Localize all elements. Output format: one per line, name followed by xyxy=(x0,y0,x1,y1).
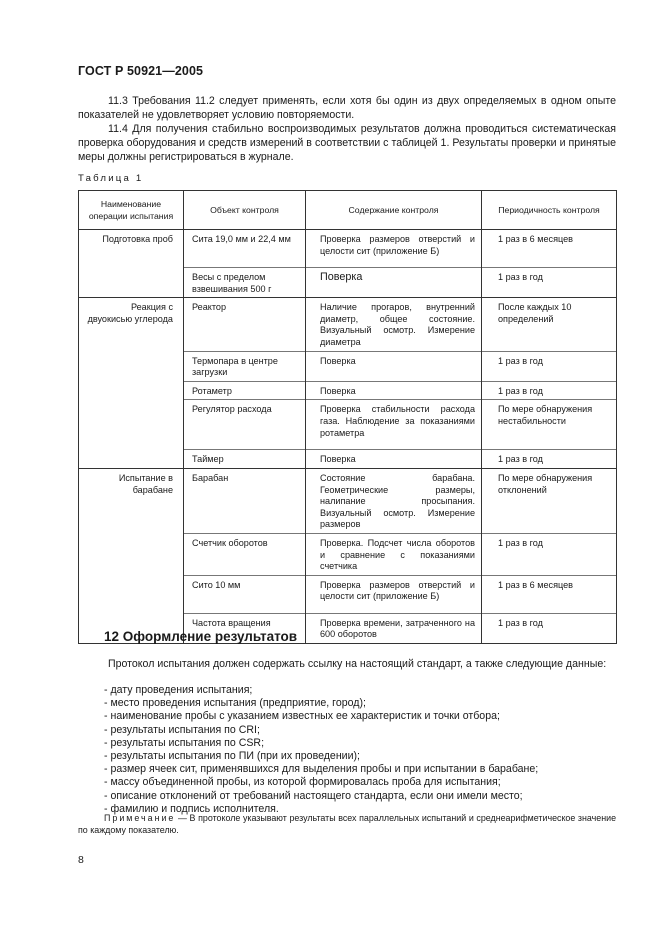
note-label: Примечание xyxy=(104,813,176,823)
cell-operation xyxy=(79,381,184,400)
paragraph-11-4 xyxy=(78,122,616,165)
header-operation: Наименование операции испытания xyxy=(79,191,184,230)
cell-period: 1 раз в год xyxy=(482,533,617,575)
section-intro-text: Протокол испытания должен содержать ссылку на настоящий стандарт, а также следующие данные: xyxy=(108,658,607,670)
cell-object: Термопара в центре загрузки xyxy=(184,351,306,381)
list-item: - наименование пробы с указанием известных ее характеристик и точки отбора; xyxy=(104,710,500,723)
table-row xyxy=(79,268,617,298)
cell-object: Таймер xyxy=(184,450,306,469)
cell-period: По мере обнаружения отклонений xyxy=(482,468,617,533)
cell-period: По мере обнаружения нестабильности xyxy=(482,400,617,450)
section-heading: 12 Оформление результатов xyxy=(104,629,298,644)
cell-operation xyxy=(79,351,184,381)
list-item: - размер ячеек сит, применявшихся для выделения пробы и при испытании в барабане; xyxy=(104,763,539,776)
table-row xyxy=(79,533,617,575)
table-row xyxy=(79,450,617,469)
list-item: - результаты испытания по CSR; xyxy=(104,736,265,749)
cell-operation xyxy=(79,450,184,469)
table-row xyxy=(79,351,617,381)
table-caption: Таблица 1 xyxy=(78,173,144,184)
cell-object: Реактор xyxy=(184,298,306,351)
table-row xyxy=(79,468,617,533)
list-item: - место проведения испытания (предприятие, город); xyxy=(104,697,366,710)
cell-operation xyxy=(79,268,184,298)
page-number: 8 xyxy=(78,854,84,866)
cell-content: Проверка стабильности расхода газа. Наблюдение за показаниями ротаметра xyxy=(306,400,482,450)
cell-content: Проверка размеров отверстий и целости сит (приложение Б) xyxy=(306,575,482,613)
list-item: - фамилию и подпись исполнителя. xyxy=(104,802,279,815)
cell-object: Барабан xyxy=(184,468,306,533)
cell-content: Проверка. Подсчет числа оборотов и сравнение с показаниями счетчика xyxy=(306,533,482,575)
header-object: Объект контроля xyxy=(184,191,306,230)
list-item: - дату проведения испытания; xyxy=(104,684,253,696)
cell-operation xyxy=(79,575,184,613)
table-row xyxy=(79,298,617,351)
document-header: ГОСТ Р 50921—2005 xyxy=(78,64,204,78)
paragraph-11-4-text: 11.4 Для получения стабильно воспроизводимых результатов должна проводиться систематическая проверка оборудования и средств измерений в соответствии с таблицей 1. Результаты проверки и принятые меры должны регистрироваться в журнале. xyxy=(78,123,616,164)
cell-operation xyxy=(79,533,184,575)
cell-object: Счетчик оборотов xyxy=(184,533,306,575)
list-item: - результаты испытания по ПИ (при их проведении); xyxy=(104,750,360,763)
cell-content: Наличие прогаров, внутренний диаметр, общее состояние. Визуальный осмотр. Измерение диаметра xyxy=(306,298,482,351)
table-row xyxy=(79,381,617,400)
cell-period: 1 раз в 6 месяцев xyxy=(482,230,617,268)
cell-object: Сита 19,0 мм и 22,4 мм xyxy=(184,230,306,268)
table-row xyxy=(79,575,617,613)
header-period: Периодичность контроля xyxy=(482,191,617,230)
paragraph-11-3 xyxy=(78,94,616,122)
cell-content: Поверка xyxy=(306,268,482,298)
cell-operation xyxy=(79,400,184,450)
cell-period: 1 раз в год xyxy=(482,613,617,643)
cell-content: Поверка xyxy=(306,351,482,381)
list-item: - результаты испытания по CRI; xyxy=(104,723,260,736)
control-table xyxy=(78,190,617,644)
cell-period: 1 раз в год xyxy=(482,450,617,469)
header-content: Содержание контроля xyxy=(306,191,482,230)
cell-period: 1 раз в год xyxy=(482,351,617,381)
cell-content: Состояние барабана. Геометрические размеры, налипание просыпания. Визуальный осмотр. Измерение размеров xyxy=(306,468,482,533)
list-item: - описание отклонений от требований настоящего стандарта, если они имели место; xyxy=(104,789,523,802)
cell-content: Поверка xyxy=(306,450,482,469)
cell-object: Сито 10 мм xyxy=(184,575,306,613)
cell-object: Регулятор расхода xyxy=(184,400,306,450)
table-row xyxy=(79,230,617,268)
cell-period: 1 раз в год xyxy=(482,381,617,400)
cell-object: Частота вращения xyxy=(184,613,306,643)
requirements-list xyxy=(78,684,616,816)
table-row xyxy=(79,400,617,450)
cell-operation: Подготовка проб xyxy=(79,230,184,268)
cell-content: Поверка xyxy=(306,381,482,400)
cell-operation: Испытание в барабане xyxy=(79,468,184,533)
cell-period: После каждых 10 определений xyxy=(482,298,617,351)
cell-period: 1 раз в 6 месяцев xyxy=(482,575,617,613)
table-header-row xyxy=(79,191,617,230)
note-text: — В протоколе указывают результаты всех параллельных испытаний и среднеарифметическое значение по каждому показателю. xyxy=(78,813,616,835)
cell-content: Проверка размеров отверстий и целости сит (приложение Б) xyxy=(306,230,482,268)
note xyxy=(78,812,616,836)
cell-operation: Реакция с двуокисью углерода xyxy=(79,298,184,351)
list-item: - массу объединенной пробы, из которой формировалась проба для испытания; xyxy=(104,776,501,789)
cell-content: Проверка времени, затраченного на 600 оборотов xyxy=(306,613,482,643)
cell-period: 1 раз в год xyxy=(482,268,617,298)
cell-object: Ротаметр xyxy=(184,381,306,400)
cell-object: Весы с пределом взвешивания 500 г xyxy=(184,268,306,298)
paragraph-11-3-text: 11.3 Требования 11.2 следует применять, если хотя бы один из двух определяемых в одном опыте показателей не удовлетворяет условию повторяемости. xyxy=(78,95,616,122)
section-intro xyxy=(78,657,616,671)
